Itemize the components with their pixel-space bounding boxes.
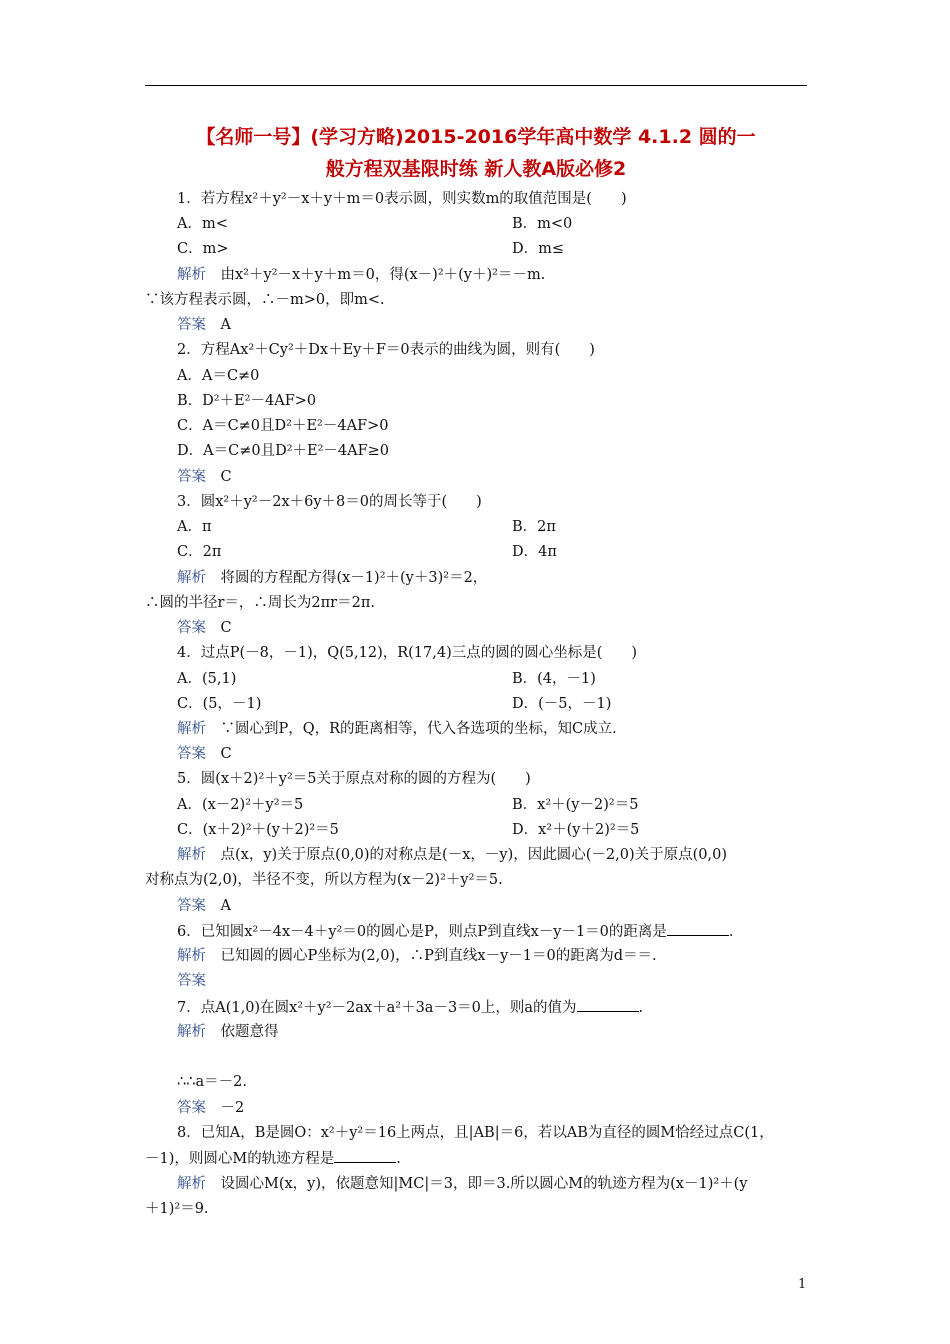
q4-stem: 4．过点P(－8，－1)，Q(5,12)，R(17,4)三点的圆的圆心坐标是( )	[177, 645, 638, 661]
q3-analysis	[177, 568, 487, 588]
answer-label: 答案	[177, 469, 206, 485]
answer-label: 答案	[177, 317, 206, 333]
q3-analysis-line2: ∴圆的半径r＝，∴周长为2πr＝2π.	[145, 595, 375, 611]
page-number: 1	[798, 1277, 807, 1292]
analysis-label: 解析	[177, 1176, 206, 1192]
q8-analysis	[177, 1174, 748, 1194]
q4-answer	[177, 744, 232, 764]
q7-answer-value: －2	[220, 1100, 245, 1116]
q7-answer-blank	[577, 997, 639, 1012]
q4-answer-value: C	[220, 746, 232, 762]
q8-stem: 8．已知A，B是圆O：x²＋y²＝16上两点，且|AB|＝6，若以AB为直径的圆M恰经过点C(1，	[177, 1125, 774, 1141]
q5-analysis	[177, 845, 727, 865]
answer-label: 答案	[177, 1100, 206, 1116]
analysis-label: 解析	[177, 721, 206, 737]
q5-option-c: C．(x＋2)²＋(y＋2)²＝5	[177, 822, 339, 838]
q5-answer	[177, 896, 231, 916]
q7-analysis	[177, 1022, 279, 1042]
q5-stem: 5．圆(x＋2)²＋y²＝5关于原点对称的圆的方程为( )	[177, 771, 531, 787]
q1-answer	[177, 315, 231, 335]
analysis-label: 解析	[177, 1024, 206, 1040]
q5-analysis-text: 点(x，y)关于原点(0,0)的对称点是(－x，－y)，因此圆心(－2,0)关于原点(0,0)	[220, 847, 727, 863]
q6-stem-end: .	[728, 924, 734, 940]
q8-stem-end: .	[396, 1151, 401, 1167]
q1-analysis-text: 由x²＋y²－x＋y＋m＝0，得(x－)²＋(y＋)²＝－m.	[220, 267, 546, 283]
q1-analysis	[177, 265, 545, 285]
q4-analysis	[177, 719, 617, 739]
q3-option-d: D．4π	[512, 544, 557, 560]
q6-stem	[177, 921, 734, 942]
q2-option-a: A．A＝C≠0	[177, 368, 260, 384]
q4-analysis-text: ∵圆心到P，Q，R的距离相等，代入各选项的坐标，知C成立.	[220, 721, 617, 737]
q7-analysis-line2: ∴∴a＝－2.	[177, 1074, 247, 1090]
q7-stem-text: 7．点A(1,0)在圆x²＋y²－2ax＋a²＋3a－3＝0上，则a的值为	[177, 1000, 577, 1016]
q7-stem	[177, 997, 643, 1018]
header-rule	[145, 85, 807, 86]
q6-answer-blank	[667, 921, 729, 936]
q8-stem-text: －1)，则圆心M的轨迹方程是	[145, 1151, 335, 1167]
analysis-label: 解析	[177, 948, 206, 964]
q1-answer-value: A	[220, 317, 231, 333]
analysis-label: 解析	[177, 570, 206, 586]
q4-option-b: B．(4，－1)	[512, 671, 596, 687]
q3-answer-value: C	[220, 620, 232, 636]
q3-analysis-text: 将圆的方程配方得(x－1)²＋(y＋3)²＝2，	[220, 570, 488, 586]
q4-option-d: D．(－5，－1)	[512, 696, 612, 712]
q6-analysis	[177, 946, 657, 966]
document-title-line1: 【名师一号】(学习方略)2015-2016学年高中数学 4.1.2 圆的一	[196, 126, 756, 148]
q2-option-d: D．A＝C≠0且D²＋E²－4AF≥0	[177, 443, 390, 459]
q7-answer	[177, 1098, 244, 1118]
answer-label: 答案	[177, 973, 206, 989]
q5-answer-value: A	[220, 898, 231, 914]
q2-answer	[177, 467, 232, 487]
q5-option-a: A．(x－2)²＋y²＝5	[177, 797, 304, 813]
q1-stem: 1．若方程x²＋y²－x＋y＋m＝0表示圆，则实数m的取值范围是( )	[177, 191, 627, 207]
q7-analysis-text: 依题意得	[220, 1024, 279, 1040]
q8-stem-line2	[145, 1148, 401, 1169]
answer-label: 答案	[177, 898, 206, 914]
q5-option-d: D．x²＋(y＋2)²＝5	[512, 822, 640, 838]
document-title-line2: 般方程双基限时练 新人教A版必修2	[325, 158, 627, 180]
q6-stem-text: 6．已知圆x²－4x－4＋y²＝0的圆心是P，则点P到直线x－y－1＝0的距离是	[177, 924, 667, 940]
q7-stem-end: .	[638, 1000, 644, 1016]
q3-option-b: B．2π	[512, 519, 556, 535]
q8-analysis-line2: ＋1)²＝9.	[145, 1201, 209, 1217]
q4-option-c: C．(5，－1)	[177, 696, 262, 712]
q8-analysis-text: 设圆心M(x，y)，依题意知|MC|＝3，即＝3.所以圆心M的轨迹方程为(x－1)²＋(y	[220, 1176, 748, 1192]
answer-label: 答案	[177, 620, 206, 636]
q5-option-b: B．x²＋(y－2)²＝5	[512, 797, 639, 813]
q2-stem: 2．方程Ax²＋Cy²＋Dx＋Ey＋F＝0表示的曲线为圆，则有( )	[177, 342, 595, 358]
q1-option-d: D．m≤	[512, 241, 565, 257]
q3-option-a: A．π	[177, 519, 212, 535]
q6-analysis-text: 已知圆的圆心P坐标为(2,0)，∴P到直线x－y－1＝0的距离为d＝＝.	[220, 948, 657, 964]
q3-answer	[177, 618, 232, 638]
q4-option-a: A．(5,1)	[177, 671, 237, 687]
analysis-label: 解析	[177, 267, 206, 283]
q1-option-c: C．m>	[177, 241, 229, 257]
q6-answer	[177, 971, 221, 991]
q2-option-b: B．D²＋E²－4AF>0	[177, 393, 317, 409]
q3-option-c: C．2π	[177, 544, 222, 560]
q3-stem: 3．圆x²＋y²－2x＋6y＋8＝0的周长等于( )	[177, 494, 482, 510]
q1-option-a: A．m<	[177, 216, 228, 232]
analysis-label: 解析	[177, 847, 206, 863]
q2-option-c: C．A＝C≠0且D²＋E²－4AF>0	[177, 418, 389, 434]
q1-option-b: B．m<0	[512, 216, 573, 232]
q8-answer-blank	[334, 1148, 396, 1163]
answer-label: 答案	[177, 746, 206, 762]
q1-analysis-line2: ∵该方程表示圆，∴－m>0，即m<.	[145, 292, 385, 308]
q2-answer-value: C	[220, 469, 232, 485]
q5-analysis-line2: 对称点为(2,0)，半径不变，所以方程为(x－2)²＋y²＝5.	[145, 872, 503, 888]
